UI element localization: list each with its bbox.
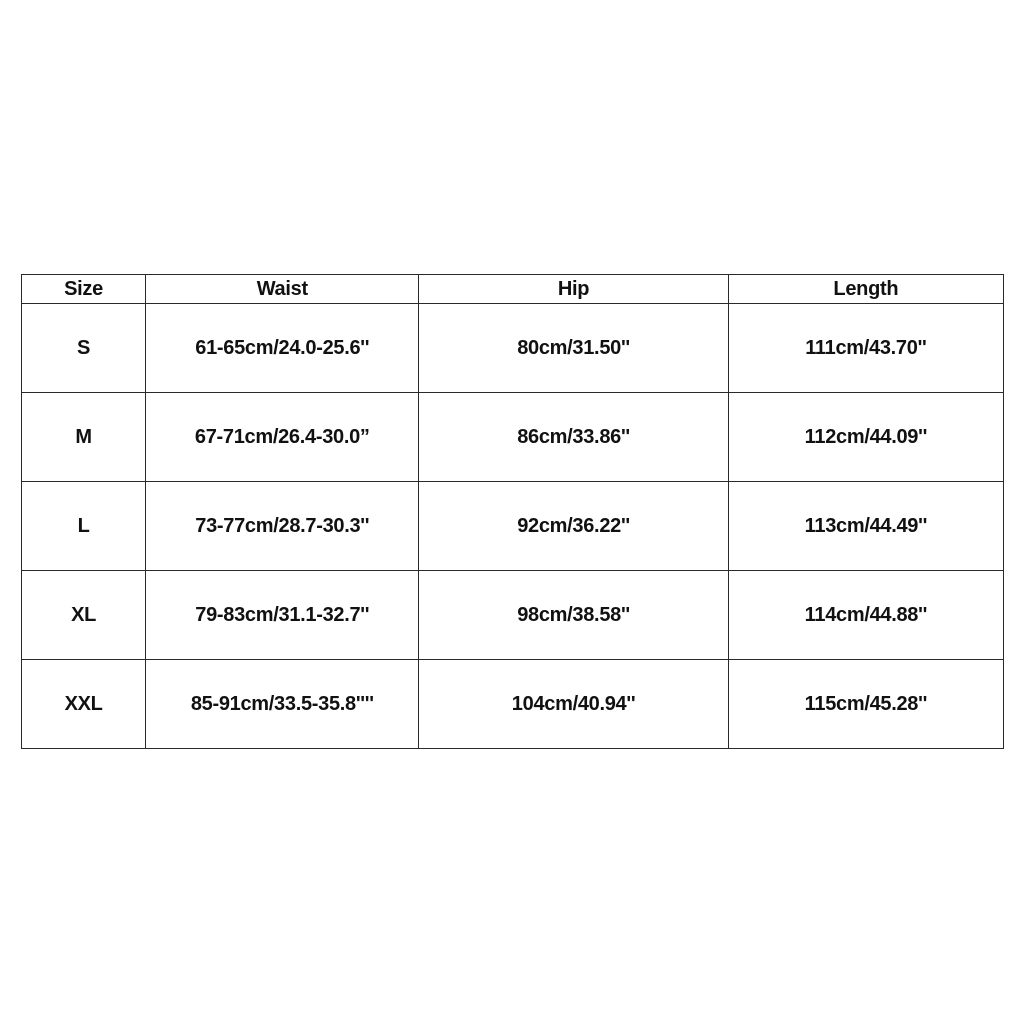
cell-hip: 80cm/31.50'' <box>419 304 728 393</box>
cell-length: 115cm/45.28'' <box>728 660 1003 749</box>
cell-hip: 86cm/33.86'' <box>419 393 728 482</box>
cell-waist: 79-83cm/31.1-32.7'' <box>146 571 419 660</box>
cell-size: XL <box>22 571 146 660</box>
header-length: Length <box>728 275 1003 304</box>
header-hip: Hip <box>419 275 728 304</box>
cell-length: 111cm/43.70'' <box>728 304 1003 393</box>
cell-waist: 73-77cm/28.7-30.3'' <box>146 482 419 571</box>
cell-hip: 92cm/36.22'' <box>419 482 728 571</box>
header-waist: Waist <box>146 275 419 304</box>
cell-hip: 104cm/40.94'' <box>419 660 728 749</box>
cell-waist: 67-71cm/26.4-30.0” <box>146 393 419 482</box>
header-row <box>22 275 1004 304</box>
table-row <box>22 482 1004 571</box>
cell-length: 114cm/44.88'' <box>728 571 1003 660</box>
table-row <box>22 393 1004 482</box>
cell-size: L <box>22 482 146 571</box>
size-chart-table <box>21 274 1004 749</box>
table-row <box>22 660 1004 749</box>
cell-hip: 98cm/38.58'' <box>419 571 728 660</box>
table-row <box>22 571 1004 660</box>
cell-waist: 61-65cm/24.0-25.6'' <box>146 304 419 393</box>
header-size: Size <box>22 275 146 304</box>
cell-size: S <box>22 304 146 393</box>
cell-length: 112cm/44.09'' <box>728 393 1003 482</box>
cell-size: M <box>22 393 146 482</box>
cell-size: XXL <box>22 660 146 749</box>
cell-length: 113cm/44.49'' <box>728 482 1003 571</box>
cell-waist: 85-91cm/33.5-35.8'''' <box>146 660 419 749</box>
table-row <box>22 304 1004 393</box>
